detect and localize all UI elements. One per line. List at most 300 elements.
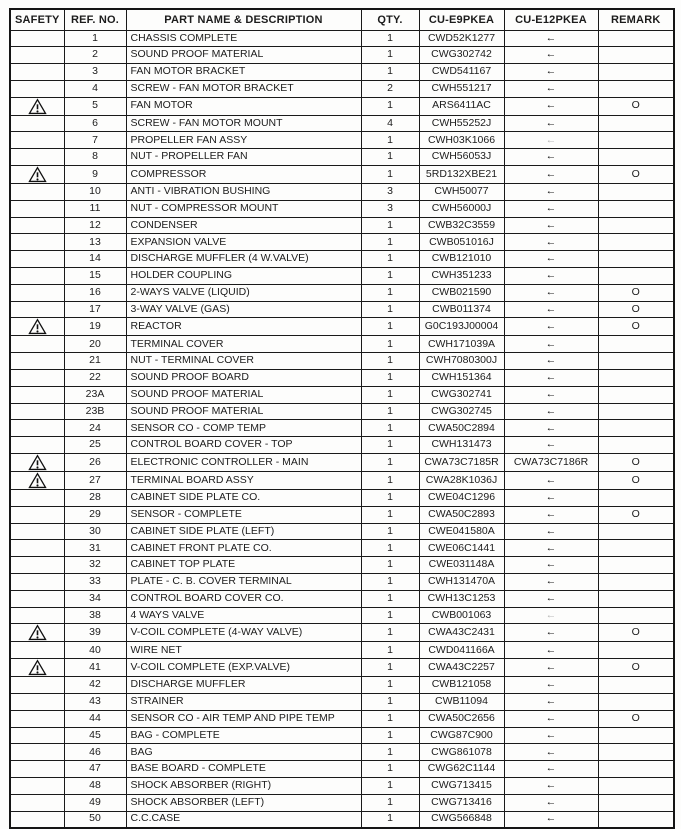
safety-cell	[10, 677, 64, 694]
ref-no-cell: 9	[64, 166, 126, 184]
qty-cell: 1	[361, 540, 419, 557]
qty-cell: 1	[361, 607, 419, 624]
remark-cell: O	[598, 506, 674, 523]
remark-cell: O	[598, 710, 674, 727]
remark-cell	[598, 557, 674, 574]
part-name-cell: ANTI - VIBRATION BUSHING	[126, 184, 361, 201]
ref-no-cell: 23A	[64, 386, 126, 403]
part-name-cell: V-COIL COMPLETE (4-WAY VALVE)	[126, 624, 361, 642]
column-header-e12: CU-E12PKEA	[504, 9, 598, 30]
qty-cell: 1	[361, 251, 419, 268]
e12-ditto-arrow-cell: ←	[504, 166, 598, 184]
ref-no-cell: 1	[64, 30, 126, 47]
table-row	[10, 166, 674, 184]
part-name-cell: NUT - PROPELLER FAN	[126, 149, 361, 166]
e12-ditto-arrow-cell: ←	[504, 557, 598, 574]
warning-triangle-icon	[15, 318, 60, 335]
e9-part-number-cell: CWA28K1036J	[419, 472, 504, 490]
warning-triangle-icon	[15, 98, 60, 115]
e12-ditto-arrow-cell: ←	[504, 403, 598, 420]
warning-triangle-icon	[15, 166, 60, 183]
remark-cell	[598, 184, 674, 201]
table-row	[10, 642, 674, 659]
e9-part-number-cell: CWG62C1144	[419, 761, 504, 778]
e12-ditto-arrow-cell: ←	[504, 540, 598, 557]
e9-part-number-cell: CWH351233	[419, 268, 504, 285]
table-row	[10, 251, 674, 268]
e12-ditto-arrow-cell: ←	[504, 710, 598, 727]
e9-part-number-cell: CWA73C7185R	[419, 454, 504, 472]
part-name-cell: PROPELLER FAN ASSY	[126, 132, 361, 149]
remark-cell: O	[598, 166, 674, 184]
remark-cell	[598, 336, 674, 353]
remark-cell	[598, 64, 674, 81]
table-row	[10, 677, 674, 694]
e12-ditto-arrow-cell: ←	[504, 217, 598, 234]
part-name-cell: SOUND PROOF MATERIAL	[126, 47, 361, 64]
e12-ditto-arrow-cell: ←	[504, 523, 598, 540]
table-row	[10, 506, 674, 523]
e9-part-number-cell: CWA50C2656	[419, 710, 504, 727]
part-name-cell: SCREW - FAN MOTOR BRACKET	[126, 80, 361, 97]
ref-no-cell: 32	[64, 557, 126, 574]
e9-part-number-cell: ARS6411AC	[419, 97, 504, 115]
part-name-cell: DISCHARGE MUFFLER (4 W.VALVE)	[126, 251, 361, 268]
safety-cell	[10, 403, 64, 420]
ref-no-cell: 19	[64, 318, 126, 336]
e12-ditto-arrow-cell: ←	[504, 132, 598, 149]
qty-cell: 1	[361, 454, 419, 472]
part-name-cell: BAG - COMPLETE	[126, 727, 361, 744]
safety-cell	[10, 200, 64, 217]
part-name-cell: CABINET SIDE PLATE CO.	[126, 490, 361, 507]
table-row	[10, 659, 674, 677]
table-row	[10, 490, 674, 507]
table-row	[10, 590, 674, 607]
e9-part-number-cell: CWE031148A	[419, 557, 504, 574]
qty-cell: 1	[361, 590, 419, 607]
qty-cell: 1	[361, 403, 419, 420]
ref-no-cell: 12	[64, 217, 126, 234]
part-name-cell: EXPANSION VALVE	[126, 234, 361, 251]
safety-cell	[10, 761, 64, 778]
safety-cell	[10, 284, 64, 301]
part-name-cell: BAG	[126, 744, 361, 761]
e12-ditto-arrow-cell: ←	[504, 811, 598, 828]
e12-ditto-arrow-cell: ←	[504, 490, 598, 507]
e12-ditto-arrow-cell: ←	[504, 794, 598, 811]
table-row	[10, 727, 674, 744]
table-row	[10, 97, 674, 115]
column-header-e9: CU-E9PKEA	[419, 9, 504, 30]
e9-part-number-cell: CWH131470A	[419, 574, 504, 591]
ref-no-cell: 6	[64, 115, 126, 132]
table-row	[10, 370, 674, 387]
ref-no-cell: 43	[64, 694, 126, 711]
table-row	[10, 710, 674, 727]
e9-part-number-cell: CWE041580A	[419, 523, 504, 540]
ref-no-cell: 13	[64, 234, 126, 251]
e9-part-number-cell: CWH13C1253	[419, 590, 504, 607]
remark-cell	[598, 727, 674, 744]
remark-cell	[598, 420, 674, 437]
table-row	[10, 336, 674, 353]
qty-cell: 1	[361, 437, 419, 454]
ref-no-cell: 27	[64, 472, 126, 490]
table-row	[10, 761, 674, 778]
safety-cell	[10, 115, 64, 132]
part-name-cell: FAN MOTOR BRACKET	[126, 64, 361, 81]
part-name-cell: STRAINER	[126, 694, 361, 711]
qty-cell: 1	[361, 64, 419, 81]
e9-part-number-cell: CWH50077	[419, 184, 504, 201]
warning-triangle-icon	[15, 659, 60, 676]
ref-no-cell: 26	[64, 454, 126, 472]
ref-no-cell: 45	[64, 727, 126, 744]
ref-no-cell: 39	[64, 624, 126, 642]
table-row	[10, 184, 674, 201]
column-header-ref: REF. NO.	[64, 9, 126, 30]
ref-no-cell: 48	[64, 777, 126, 794]
remark-cell	[598, 777, 674, 794]
table-row	[10, 284, 674, 301]
safety-cell	[10, 659, 64, 677]
table-row	[10, 217, 674, 234]
e12-ditto-arrow-cell: ←	[504, 420, 598, 437]
e12-ditto-arrow-cell: ←	[504, 353, 598, 370]
table-row	[10, 574, 674, 591]
remark-cell: O	[598, 318, 674, 336]
qty-cell: 1	[361, 301, 419, 318]
e9-part-number-cell: 5RD132XBE21	[419, 166, 504, 184]
ref-no-cell: 31	[64, 540, 126, 557]
qty-cell: 1	[361, 727, 419, 744]
qty-cell: 1	[361, 47, 419, 64]
remark-cell	[598, 30, 674, 47]
remark-cell	[598, 386, 674, 403]
table-row	[10, 694, 674, 711]
remark-cell	[598, 490, 674, 507]
remark-cell	[598, 132, 674, 149]
part-name-cell: C.C.CASE	[126, 811, 361, 828]
part-name-cell: SHOCK ABSORBER (LEFT)	[126, 794, 361, 811]
table-row	[10, 523, 674, 540]
warning-triangle-icon	[15, 624, 60, 641]
e9-part-number-cell: CWG87C900	[419, 727, 504, 744]
qty-cell: 4	[361, 115, 419, 132]
part-name-cell: REACTOR	[126, 318, 361, 336]
qty-cell: 1	[361, 642, 419, 659]
remark-cell	[598, 47, 674, 64]
part-name-cell: DISCHARGE MUFFLER	[126, 677, 361, 694]
e9-part-number-cell: CWA50C2893	[419, 506, 504, 523]
table-row	[10, 301, 674, 318]
safety-cell	[10, 523, 64, 540]
table-row	[10, 80, 674, 97]
e12-ditto-arrow-cell: ←	[504, 284, 598, 301]
ref-no-cell: 5	[64, 97, 126, 115]
e12-ditto-arrow-cell: ←	[504, 301, 598, 318]
table-row	[10, 794, 674, 811]
remark-cell	[598, 607, 674, 624]
e9-part-number-cell: CWH151364	[419, 370, 504, 387]
e9-part-number-cell: CWE06C1441	[419, 540, 504, 557]
safety-cell	[10, 557, 64, 574]
remark-cell	[598, 677, 674, 694]
safety-cell	[10, 472, 64, 490]
part-name-cell: CHASSIS COMPLETE	[126, 30, 361, 47]
e9-part-number-cell: CWH03K1066	[419, 132, 504, 149]
table-row	[10, 115, 674, 132]
table-row	[10, 454, 674, 472]
ref-no-cell: 11	[64, 200, 126, 217]
table-row	[10, 30, 674, 47]
safety-cell	[10, 386, 64, 403]
table-row	[10, 420, 674, 437]
qty-cell: 1	[361, 490, 419, 507]
safety-cell	[10, 166, 64, 184]
column-header-qty: QTY.	[361, 9, 419, 30]
table-row	[10, 403, 674, 420]
table-row	[10, 200, 674, 217]
e12-ditto-arrow-cell: ←	[504, 47, 598, 64]
qty-cell: 1	[361, 557, 419, 574]
qty-cell: 1	[361, 166, 419, 184]
safety-cell	[10, 607, 64, 624]
ref-no-cell: 2	[64, 47, 126, 64]
safety-cell	[10, 251, 64, 268]
qty-cell: 2	[361, 80, 419, 97]
remark-cell	[598, 370, 674, 387]
ref-no-cell: 47	[64, 761, 126, 778]
part-name-cell: TERMINAL BOARD ASSY	[126, 472, 361, 490]
ref-no-cell: 3	[64, 64, 126, 81]
remark-cell	[598, 403, 674, 420]
e9-part-number-cell: CWB021590	[419, 284, 504, 301]
e12-ditto-arrow-cell: ←	[504, 318, 598, 336]
part-name-cell: V-COIL COMPLETE (EXP.VALVE)	[126, 659, 361, 677]
remark-cell	[598, 80, 674, 97]
e9-part-number-cell: CWG566848	[419, 811, 504, 828]
part-name-cell: SOUND PROOF BOARD	[126, 370, 361, 387]
e9-part-number-cell: CWA43C2257	[419, 659, 504, 677]
safety-cell	[10, 727, 64, 744]
part-name-cell: NUT - TERMINAL COVER	[126, 353, 361, 370]
e12-ditto-arrow-cell: ←	[504, 694, 598, 711]
safety-cell	[10, 336, 64, 353]
remark-cell	[598, 744, 674, 761]
safety-cell	[10, 217, 64, 234]
part-name-cell: CONTROL BOARD COVER CO.	[126, 590, 361, 607]
ref-no-cell: 30	[64, 523, 126, 540]
e9-part-number-cell: CWG302742	[419, 47, 504, 64]
e9-part-number-cell: CWD541167	[419, 64, 504, 81]
table-row	[10, 47, 674, 64]
remark-cell: O	[598, 659, 674, 677]
qty-cell: 1	[361, 624, 419, 642]
table-row	[10, 64, 674, 81]
e12-ditto-arrow-cell: ←	[504, 30, 598, 47]
safety-cell	[10, 454, 64, 472]
part-name-cell: HOLDER COUPLING	[126, 268, 361, 285]
safety-cell	[10, 794, 64, 811]
safety-cell	[10, 490, 64, 507]
safety-cell	[10, 268, 64, 285]
table-row	[10, 234, 674, 251]
remark-cell	[598, 794, 674, 811]
safety-cell	[10, 744, 64, 761]
safety-cell	[10, 574, 64, 591]
part-name-cell: TERMINAL COVER	[126, 336, 361, 353]
safety-cell	[10, 353, 64, 370]
part-name-cell: 4 WAYS VALVE	[126, 607, 361, 624]
ref-no-cell: 28	[64, 490, 126, 507]
e9-part-number-cell: CWA50C2894	[419, 420, 504, 437]
safety-cell	[10, 47, 64, 64]
e12-ditto-arrow-cell: ←	[504, 659, 598, 677]
remark-cell	[598, 811, 674, 828]
e9-part-number-cell: CWG713415	[419, 777, 504, 794]
safety-cell	[10, 540, 64, 557]
e9-part-number-cell: CWG861078	[419, 744, 504, 761]
part-name-cell: FAN MOTOR	[126, 97, 361, 115]
safety-cell	[10, 710, 64, 727]
e9-part-number-cell: CWG302741	[419, 386, 504, 403]
part-name-cell: CABINET FRONT PLATE CO.	[126, 540, 361, 557]
e9-part-number-cell: CWB011374	[419, 301, 504, 318]
ref-no-cell: 17	[64, 301, 126, 318]
qty-cell: 1	[361, 506, 419, 523]
ref-no-cell: 38	[64, 607, 126, 624]
table-row	[10, 624, 674, 642]
ref-no-cell: 14	[64, 251, 126, 268]
remark-cell	[598, 437, 674, 454]
e9-part-number-cell: CWH131473	[419, 437, 504, 454]
e12-ditto-arrow-cell: ←	[504, 574, 598, 591]
ref-no-cell: 29	[64, 506, 126, 523]
e9-part-number-cell: CWH7080300J	[419, 353, 504, 370]
remark-cell	[598, 642, 674, 659]
part-name-cell: CABINET SIDE PLATE (LEFT)	[126, 523, 361, 540]
column-header-safety: SAFETY	[10, 9, 64, 30]
parts-table-body	[10, 30, 674, 828]
safety-cell	[10, 184, 64, 201]
qty-cell: 3	[361, 200, 419, 217]
e9-part-number-cell: CWD52K1277	[419, 30, 504, 47]
part-name-cell: SHOCK ABSORBER (RIGHT)	[126, 777, 361, 794]
e9-part-number-cell: CWB001063	[419, 607, 504, 624]
safety-cell	[10, 80, 64, 97]
part-name-cell: BASE BOARD - COMPLETE	[126, 761, 361, 778]
remark-cell	[598, 234, 674, 251]
e9-part-number-cell: CWA43C2431	[419, 624, 504, 642]
e12-ditto-arrow-cell: ←	[504, 115, 598, 132]
e12-ditto-arrow-cell: ←	[504, 777, 598, 794]
e12-ditto-arrow-cell: ←	[504, 607, 598, 624]
e9-part-number-cell: CWB121010	[419, 251, 504, 268]
qty-cell: 1	[361, 574, 419, 591]
remark-cell: O	[598, 301, 674, 318]
qty-cell: 1	[361, 472, 419, 490]
remark-cell	[598, 251, 674, 268]
remark-cell: O	[598, 97, 674, 115]
part-name-cell: SCREW - FAN MOTOR MOUNT	[126, 115, 361, 132]
e9-part-number-cell: CWB32C3559	[419, 217, 504, 234]
safety-cell	[10, 318, 64, 336]
safety-cell	[10, 642, 64, 659]
remark-cell: O	[598, 472, 674, 490]
ref-no-cell: 49	[64, 794, 126, 811]
qty-cell: 1	[361, 30, 419, 47]
e12-ditto-arrow-cell: ←	[504, 642, 598, 659]
qty-cell: 1	[361, 370, 419, 387]
qty-cell: 1	[361, 284, 419, 301]
qty-cell: 1	[361, 336, 419, 353]
safety-cell	[10, 149, 64, 166]
e9-part-number-cell: CWH56000J	[419, 200, 504, 217]
e12-ditto-arrow-cell: ←	[504, 590, 598, 607]
e12-ditto-arrow-cell: ←	[504, 97, 598, 115]
safety-cell	[10, 370, 64, 387]
e9-part-number-cell: CWH551217	[419, 80, 504, 97]
ref-no-cell: 41	[64, 659, 126, 677]
e12-ditto-arrow-cell: ←	[504, 80, 598, 97]
safety-cell	[10, 234, 64, 251]
e12-part-number-cell: CWA73C7186R	[504, 454, 598, 472]
part-name-cell: CABINET TOP PLATE	[126, 557, 361, 574]
e9-part-number-cell: CWG713416	[419, 794, 504, 811]
ref-no-cell: 33	[64, 574, 126, 591]
ref-no-cell: 4	[64, 80, 126, 97]
ref-no-cell: 10	[64, 184, 126, 201]
qty-cell: 1	[361, 777, 419, 794]
e12-ditto-arrow-cell: ←	[504, 761, 598, 778]
qty-cell: 1	[361, 149, 419, 166]
remark-cell	[598, 540, 674, 557]
e12-ditto-arrow-cell: ←	[504, 64, 598, 81]
remark-cell	[598, 149, 674, 166]
e12-ditto-arrow-cell: ←	[504, 727, 598, 744]
table-row	[10, 437, 674, 454]
e12-ditto-arrow-cell: ←	[504, 200, 598, 217]
remark-cell	[598, 694, 674, 711]
qty-cell: 1	[361, 234, 419, 251]
e9-part-number-cell: CWD041166A	[419, 642, 504, 659]
qty-cell: 1	[361, 677, 419, 694]
e12-ditto-arrow-cell: ←	[504, 149, 598, 166]
e9-part-number-cell: CWE04C1296	[419, 490, 504, 507]
table-row	[10, 744, 674, 761]
part-name-cell: WIRE NET	[126, 642, 361, 659]
ref-no-cell: 22	[64, 370, 126, 387]
remark-cell	[598, 523, 674, 540]
safety-cell	[10, 132, 64, 149]
ref-no-cell: 21	[64, 353, 126, 370]
column-header-name: PART NAME & DESCRIPTION	[126, 9, 361, 30]
e12-ditto-arrow-cell: ←	[504, 472, 598, 490]
safety-cell	[10, 420, 64, 437]
remark-cell	[598, 761, 674, 778]
ref-no-cell: 50	[64, 811, 126, 828]
remark-cell	[598, 590, 674, 607]
ref-no-cell: 8	[64, 149, 126, 166]
safety-cell	[10, 97, 64, 115]
safety-cell	[10, 694, 64, 711]
qty-cell: 3	[361, 184, 419, 201]
e12-ditto-arrow-cell: ←	[504, 370, 598, 387]
table-row	[10, 353, 674, 370]
part-name-cell: COMPRESSOR	[126, 166, 361, 184]
